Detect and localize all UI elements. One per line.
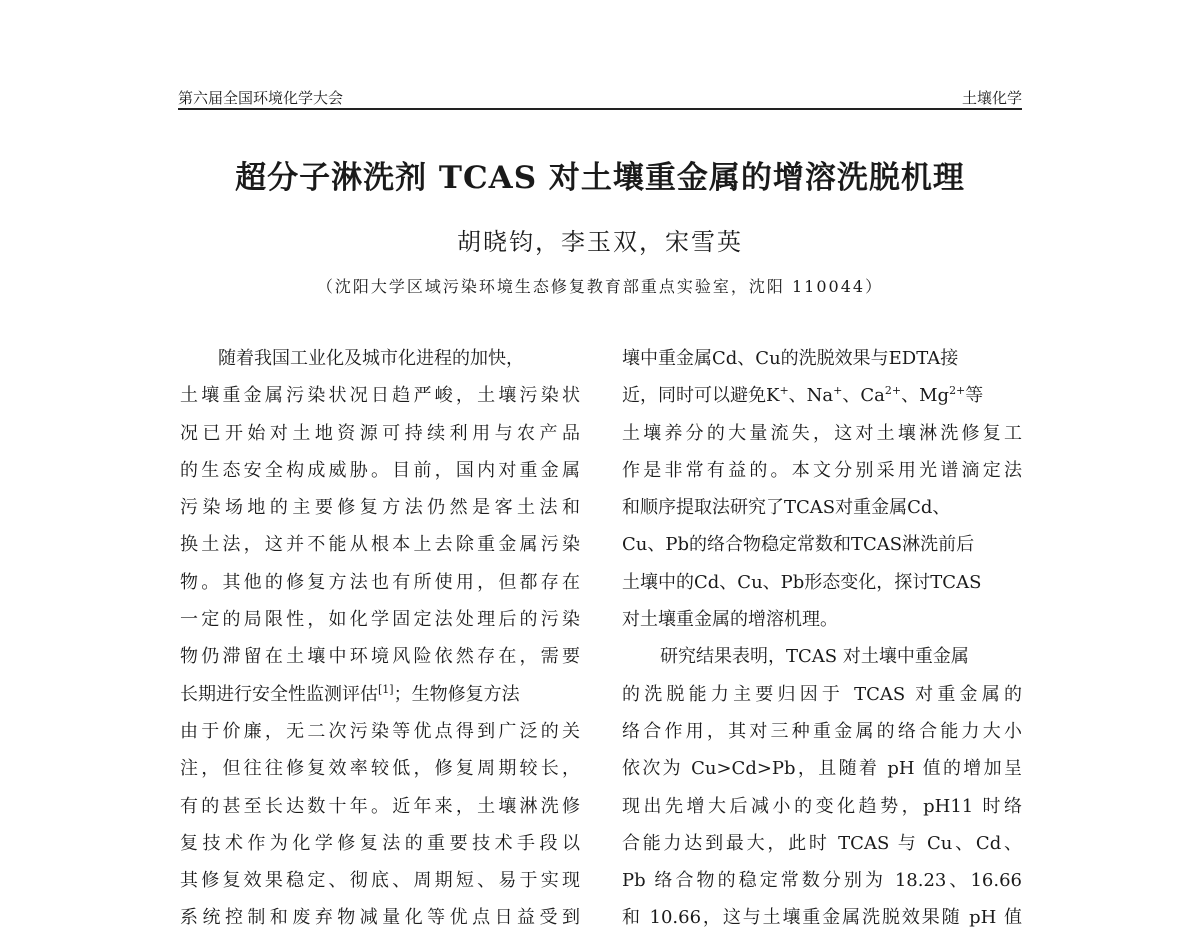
- body-line: 依次为 Cu>Cd>Pb，且随着 pH 值的增加呈: [622, 758, 1022, 780]
- body-column-right: [622, 340, 1022, 937]
- body-line: 壤中重金属Cd、Cu的洗脱效果与EDTA接: [622, 348, 959, 369]
- body-line: Pb 络合物的稳定常数分别为 18.23、16.66: [622, 870, 1022, 892]
- body-line: 有的甚至长达数十年。近年来，土壤淋洗修: [180, 795, 580, 817]
- body-line: 土壤中的Cd、Cu、Pb形态变化，探讨TCAS: [622, 571, 982, 593]
- body-column-left: [180, 340, 580, 937]
- body-line: [180, 676, 580, 713]
- body-line: 的洗脱能力主要归因于 TCAS 对重金属的: [622, 683, 1022, 705]
- body-line: 络合作用，其对三种重金属的络合能力大小: [622, 720, 1022, 742]
- body-text: 、Na: [788, 385, 834, 407]
- body-line: 注，但往往修复效率较低，修复周期较长，: [180, 758, 580, 780]
- charge-superscript: +: [833, 384, 843, 398]
- conference-header: 第六届全国环境化学大会: [178, 89, 344, 107]
- body-line: 其修复效果稳定、彻底、周期短、易于实现: [180, 870, 580, 892]
- paper-authors: 胡晓钧，李玉双，宋雪英: [457, 228, 743, 256]
- body-text: ；生物修复方法: [393, 683, 520, 705]
- body-line: 土壤养分的大量流失，这对土壤淋洗修复工: [622, 422, 1022, 444]
- body-line: 合能力达到最大，此时 TCAS 与 Cu、Cd、: [622, 832, 1022, 854]
- section-header: 土壤化学: [961, 89, 1022, 107]
- body-line: 的生态安全构成威胁。目前，国内对重金属: [180, 459, 580, 481]
- body-line: 作是非常有益的。本文分别采用光谱滴定法: [622, 459, 1022, 481]
- body-line: 系统控制和废弃物减量化等优点日益受到: [180, 907, 580, 929]
- body-line: 由于价廉，无二次污染等优点得到广泛的关: [180, 720, 580, 742]
- body-line: 物。其他的修复方法也有所使用，但都存在: [180, 571, 580, 593]
- body-line: 随着我国工业化及城市化进程的加快，: [218, 348, 524, 369]
- paper-title: 超分子淋洗剂 TCAS 对土壤重金属的增溶洗脱机理: [235, 160, 965, 196]
- body-line: 一定的局限性，如化学固定法处理后的污染: [180, 609, 580, 631]
- body-text: 长期进行安全性监测评估: [180, 683, 378, 705]
- body-line: Cu、Pb的络合物稳定常数和TCAS淋洗前后: [622, 534, 975, 556]
- body-line: 对土壤重金属的增溶机理。: [622, 609, 838, 631]
- body-line: 况已开始对土地资源可持续利用与农产品: [180, 422, 580, 444]
- paper-affiliation: （沈阳大学区域污染环境生态修复教育部重点实验室，沈阳 110044）: [316, 277, 884, 296]
- body-line: 物仍滞留在土壤中环境风险依然存在，需要: [180, 646, 580, 668]
- body-line: [622, 377, 1022, 414]
- header-rule: [178, 108, 1022, 110]
- body-line: 现出先增大后减小的变化趋势，pH11 时络: [622, 795, 1022, 817]
- body-line: 换土法，这并不能从根本上去除重金属污染: [180, 534, 580, 556]
- charge-superscript: 2+: [884, 384, 902, 398]
- body-line: 研究结果表明，TCAS 对土壤中重金属: [660, 646, 969, 668]
- body-line: 和顺序提取法研究了TCAS对重金属Cd、: [622, 497, 951, 519]
- body-line: 土壤重金属污染状况日趋严峻，土壤污染状: [180, 385, 580, 407]
- citation: [1]: [378, 682, 394, 696]
- charge-superscript: +: [779, 384, 789, 398]
- body-line: 和 10.66，这与土壤重金属洗脱效果随 pH 值: [622, 907, 1022, 929]
- body-text: 等: [965, 385, 984, 407]
- body-text: 、Mg: [901, 385, 950, 407]
- body-line: 污染场地的主要修复方法仍然是客土法和: [180, 497, 580, 519]
- body-line: 复技术作为化学修复法的重要技术手段以: [180, 832, 580, 854]
- body-text: 、Ca: [842, 385, 885, 407]
- charge-superscript: 2+: [949, 384, 966, 398]
- body-text: 近，同时可以避免K: [622, 385, 780, 407]
